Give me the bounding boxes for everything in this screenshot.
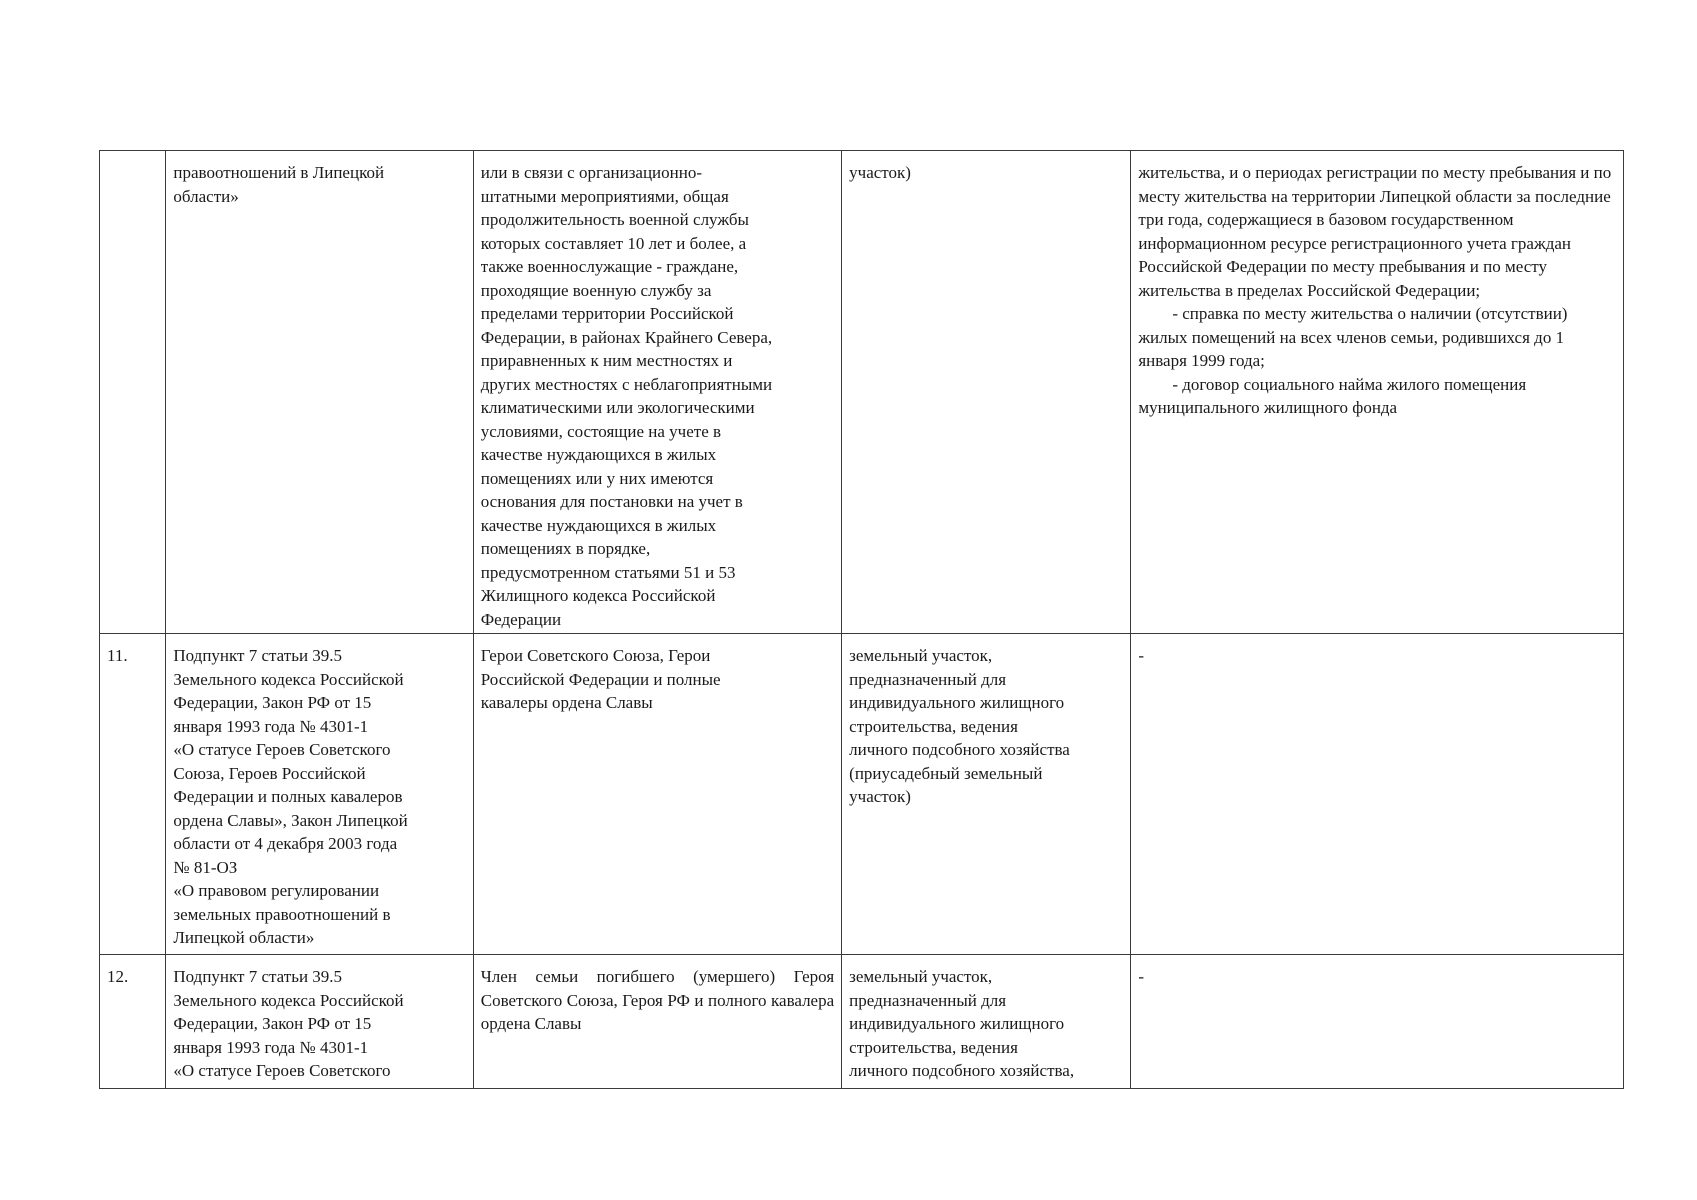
documents-paragraph: жительства, и о периодах регистрации по месту пребывания и по месту жительства на территории Липецкой области за последние три года, содержащиеся в базовом государственном информационном ресурсе регистрационного учета граждан Российской Федерации по месту пребывания и по месту жительства в пределах Российской Федерации; <box>1138 163 1612 300</box>
citizen-category-cell: Член семьи погибшего (умершего) Героя Советского Союза, Героя РФ и полного кавалера ордена Славы <box>473 955 841 1089</box>
benefits-table <box>99 150 1624 1089</box>
row-number-cell: 11. <box>100 634 166 955</box>
land-type-cell: участок) <box>842 151 1131 634</box>
land-type-cell: земельный участок, предназначенный для индивидуального жилищного строительства, ведения личного подсобного хозяйства, <box>842 955 1131 1089</box>
row-number-cell <box>100 151 166 634</box>
documents-cell <box>1131 151 1624 634</box>
documents-cell: - <box>1131 955 1624 1089</box>
legal-basis-cell: правоотношений в Липецкой области» <box>166 151 473 634</box>
citizen-category-cell: Герои Советского Союза, Герои Российской Федерации и полные кавалеры ордена Славы <box>473 634 841 955</box>
row-number-cell: 12. <box>100 955 166 1089</box>
documents-cell: - <box>1131 634 1624 955</box>
citizen-category-cell: или в связи с организационно- штатными мероприятиями, общая продолжительность военной службы которых составляет 10 лет и более, а также военнослужащие - граждане, проходящие военную службу за пределами территории Российской Федерации, в районах Крайнего Севера, приравненных к ним местностях и других местностях с неблагоприятными климатическими или экологическими условиями, состоящие на учете в качестве нуждающихся в жилых помещениях или у них имеются основания для постановки на учет в качестве нуждающихся в жилых помещениях в порядке, предусмотренном статьями 51 и 53 Жилищного кодекса Российской Федерации <box>473 151 841 634</box>
documents-paragraph: - справка по месту жительства о наличии (отсутствии) жилых помещений на всех членов семьи, родившихся до 1 января 1999 года; <box>1138 304 1568 370</box>
land-type-cell: земельный участок, предназначенный для индивидуального жилищного строительства, ведения личного подсобного хозяйства (приусадебный земельный участок) <box>842 634 1131 955</box>
table-row <box>100 634 1624 955</box>
legal-basis-cell: Подпункт 7 статьи 39.5 Земельного кодекса Российской Федерации, Закон РФ от 15 января 1993 года № 4301-1 «О статусе Героев Советского Союза, Героев Российской Федерации и полных кавалеров ордена Славы», Закон Липецкой области от 4 декабря 2003 года № 81-ОЗ «О правовом регулировании земельных правоотношений в Липецкой области» <box>166 634 473 955</box>
table-row <box>100 955 1624 1089</box>
documents-paragraph: - договор социального найма жилого помещения муниципального жилищного фонда <box>1138 374 1527 417</box>
legal-basis-cell: Подпункт 7 статьи 39.5 Земельного кодекса Российской Федерации, Закон РФ от 15 января 1993 года № 4301-1 «О статусе Героев Советского <box>166 955 473 1089</box>
table-row <box>100 151 1624 634</box>
